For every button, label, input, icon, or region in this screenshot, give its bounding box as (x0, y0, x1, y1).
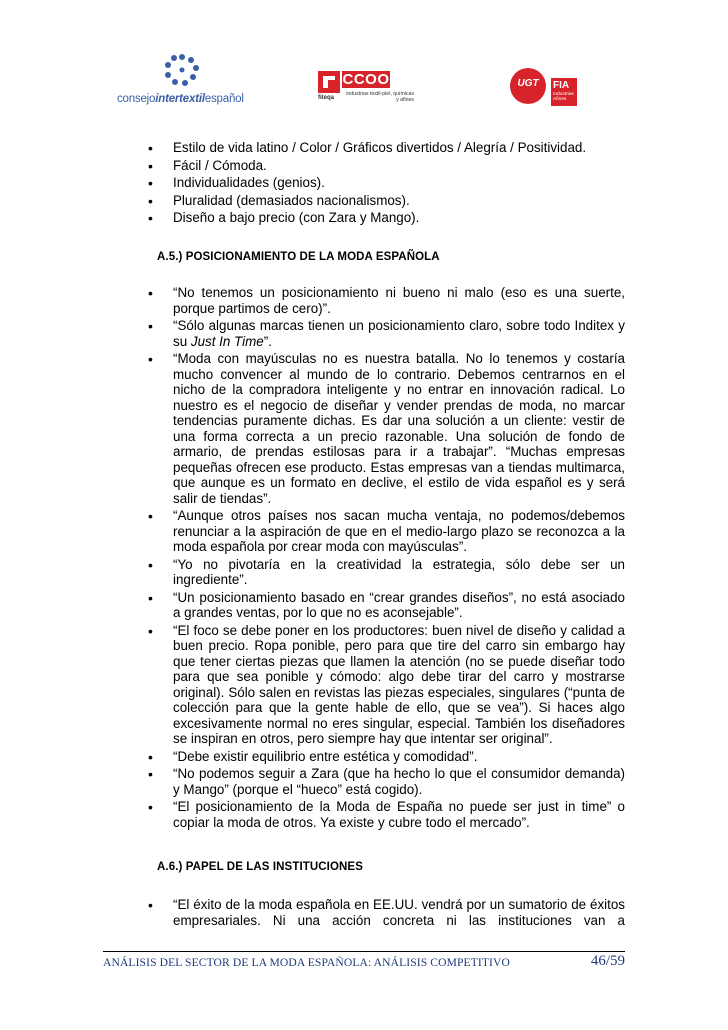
consejo-intertextil-logo (117, 55, 267, 110)
list-item: • “Moda con mayúsculas no es nuestra batalla. No lo tenemos y costaría mucho convencer al mundo de lo contrario. Debemos centrarnos en el nicho de la compradora inteligente y no entrar en innovación radical. Lo nuestro es el negocio de diseñar y vender prendas de moda, no marcar tendencias puramente dichas. Es dar una solución a un cliente: vestir de una forma correcta a un precio razonable. Una solución de fondo de armario, de prendas estilosas para ir a trabajar”. “Muchas empresas pequeñas ofrecen ese producto. Estas empresas van a tiendas multimarca, que aunque es un formato en declive, el estilo de vida español es y será salir de tiendas”. (148, 351, 625, 506)
list-item: • “No podemos seguir a Zara (que ha hecho lo que el consumidor demanda) y Mango” (porque el “hueco” está cogido). (148, 766, 625, 797)
list-item: • “El posicionamiento de la Moda de España no puede ser just in time” o copiar la moda de otros. Ya existe y cubre todo el mercado”. (148, 799, 625, 830)
list-item: • Estilo de vida latino / Color / Gráficos divertidos / Alegría / Positividad. (148, 140, 587, 156)
bullet-icon: • (148, 622, 153, 639)
ccoo-subtitle: industrias textil-piel, químicas y afines (346, 91, 414, 103)
list-item: • Pluralidad (demasiados nacionalismos). (148, 192, 410, 209)
ugt-fia-logo (510, 68, 620, 110)
bullet-icon: • (148, 799, 153, 815)
bullet-icon: • (148, 285, 153, 301)
list-item: • Fácil / Cómoda. (148, 157, 267, 174)
ccoo-wordmark: CCOO (342, 71, 390, 88)
list-item: • “Yo no pivotaría en la creatividad la estrategia, sólo debe ser un ingrediente”. (148, 556, 625, 587)
page-header (0, 0, 728, 120)
bullet-icon: • (148, 351, 153, 367)
page-footer (103, 951, 625, 974)
bullet-icon: • (148, 140, 153, 156)
ugt-wordmark: UGT (517, 78, 539, 89)
bullet-icon: • (148, 318, 153, 334)
a6-list (0, 897, 728, 928)
bullet-icon: • (148, 157, 153, 174)
list-item: • “El éxito de la moda española en EE.UU. vendrá por un sumatorio de éxitos empresariales. Ni una acción concreta ni las instituciones van a (148, 897, 625, 928)
list-item: • “Sólo algunas marcas tienen un posicionamiento claro, sobre todo Inditex y su Just In Time”. (148, 318, 625, 349)
list-item: • “No tenemos un posicionamiento ni bueno ni malo (eso es una suerte, porque partimos de cero)”. (148, 285, 625, 316)
fia-subtitle: Industrias Afines (553, 92, 574, 102)
fiteqa-label: fiteqa (318, 95, 335, 101)
dots-ring-icon (160, 53, 204, 89)
a5-list (0, 285, 728, 832)
bullet-icon: • (148, 748, 153, 765)
bullet-icon: • (148, 508, 153, 524)
list-item: • “Debe existir equilibrio entre estética y comodidad”. (148, 748, 478, 765)
bullet-icon: • (148, 766, 153, 782)
bullet-icon: • (148, 556, 153, 573)
top-list (0, 140, 728, 228)
bullet-icon: • (148, 589, 153, 606)
list-item: • Diseño a bajo precio (con Zara y Mango). (148, 210, 420, 226)
list-item: • “El foco se debe poner en los productores: buen nivel de diseño y calidad a buen precio. Ropa ponible, pero para que tire del carro sin embargo hay que tener ciertas piezas que llamen la atención (no se puede diseñar todo para que sea ponible y cómodo: algo debe tirar del carro y mostrarse original). Sólo salen en revistas las piezas especiales, singulares (“punta de colección para que la gente hable de ello, que se vea”). Si haces algo excesivamente normal no eres singular, especial. También los diseñadores se inspiran en otros, pero siempre hay que intentar ser original”. (148, 622, 625, 746)
page-number: 46/59 (590, 953, 625, 969)
list-item: • “Un posicionamiento basado en “crear grandes diseños”, no está asociado a grandes ventas, por lo que no es aconsejable”. (148, 589, 625, 620)
footer-title: ANÁLISIS DEL SECTOR DE LA MODA ESPAÑOLA: ANÁLISIS COMPETITIVO (103, 956, 510, 969)
bullet-icon: • (148, 192, 153, 209)
fia-wordmark: FIA (553, 80, 570, 91)
ccoo-fiteqa-logo (318, 71, 418, 105)
section-heading-a5: A.5.) POSICIONAMIENTO DE LA MODA ESPAÑOLA (157, 251, 440, 263)
bullet-icon: • (148, 210, 153, 226)
section-heading-a6: A.6.) PAPEL DE LAS INSTITUCIONES (157, 861, 363, 873)
fiteqa-mark-icon (318, 71, 340, 93)
bullet-icon: • (148, 897, 153, 913)
logo-left-wordmark: consejointertextilespañol (117, 93, 244, 105)
list-item: • “Aunque otros países nos sacan mucha ventaja, no podemos/debemos renunciar a la aspiración de que en el medio-largo plazo se reconozca a la moda española por crear moda con mayúsculas”. (148, 508, 625, 554)
bullet-icon: • (148, 175, 153, 191)
list-item: • Individualidades (genios). (148, 175, 325, 191)
